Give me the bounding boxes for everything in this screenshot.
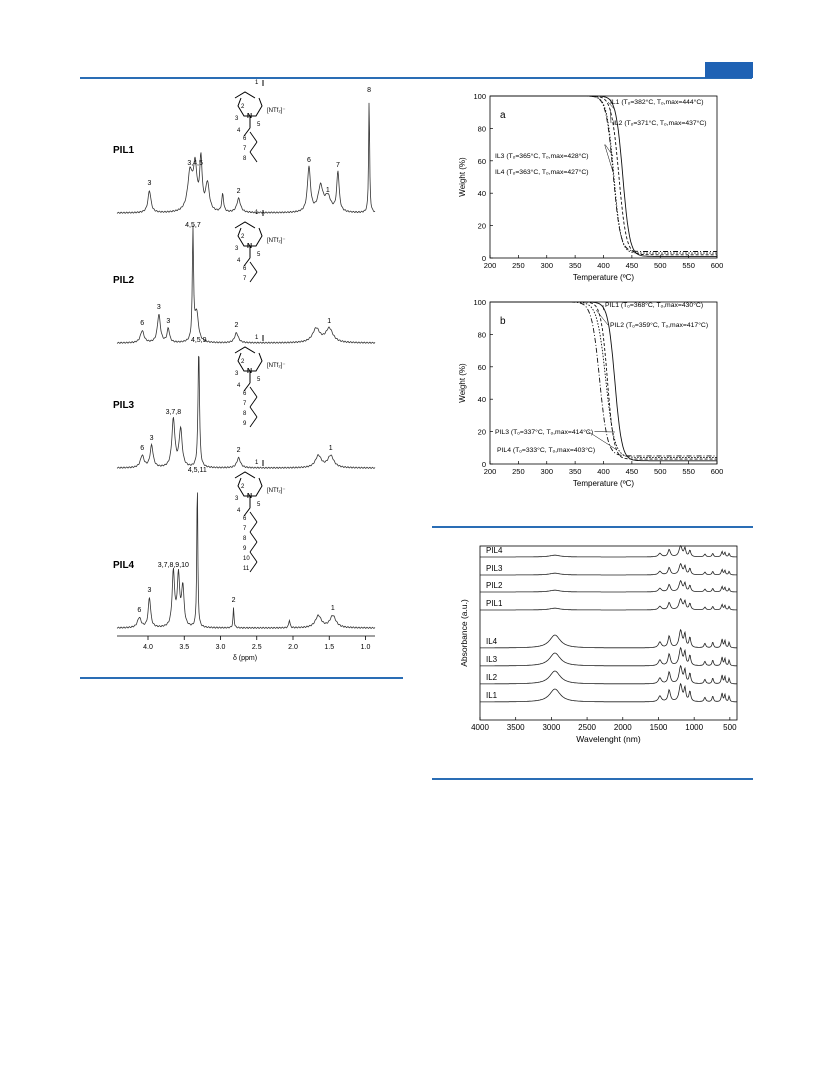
x-tick-label: 550 (682, 467, 695, 476)
structure-chain-bond (250, 272, 257, 282)
structure-nitrogen: N (247, 493, 253, 500)
structure-chain-bond (250, 562, 257, 572)
y-tick-label: 40 (477, 395, 486, 405)
nmr-caption-rule (80, 677, 403, 679)
series-label-pil1: PIL1 (486, 599, 503, 608)
x-tick-label: 600 (710, 467, 724, 476)
nmr-panel-label: PIL2 (113, 275, 135, 286)
panel-letter: b (500, 316, 506, 327)
x-tick-label: 400 (597, 261, 610, 270)
nmr-peak-label: 6 (140, 320, 145, 327)
x-tick-label: 550 (682, 261, 695, 270)
series-label-il1: IL1 (486, 691, 498, 700)
y-tick-label: 100 (473, 92, 486, 101)
nmr-x-axis (117, 636, 375, 662)
series-label-il3: IL3 (Tₒ=365°C, Tₒ,max=428°C) (495, 153, 589, 160)
nmr-peak-label: 2 (236, 447, 241, 454)
nmr-peak-label: 1 (330, 605, 335, 612)
structure-atom-label: 8 (243, 411, 247, 417)
x-tick-label: 450 (625, 261, 639, 270)
nmr-tick-label: 1.5 (324, 644, 335, 651)
x-tick-label: 4000 (471, 723, 489, 732)
structure-atom-label: 5 (257, 377, 261, 383)
nmr-spectra-figure (85, 80, 405, 668)
structure-atom-label: 3 (235, 371, 239, 377)
x-tick-label: 2500 (578, 723, 596, 732)
structure-atom-label: 6 (243, 266, 247, 272)
x-tick-label: 300 (540, 261, 554, 270)
nmr-peak-label: 7 (335, 162, 340, 169)
nmr-tick-label: 2.0 (288, 644, 298, 651)
y-axis-title: Weight (%) (458, 157, 467, 197)
y-tick-label: 0 (481, 460, 486, 469)
structure-chain-bond (250, 397, 257, 407)
series-label-pil3: PIL3 (486, 564, 503, 573)
structure-atom-label: 1 (255, 335, 259, 341)
series-label-il2: IL2 (486, 673, 498, 682)
structure-chain-bond (250, 262, 257, 272)
nmr-tick-label: 4.0 (143, 644, 153, 651)
y-tick-label: 60 (477, 156, 486, 166)
structure-chain-bond (250, 552, 257, 562)
nmr-peak-label: 1 (325, 187, 330, 194)
structure-atom-label: 1 (255, 80, 259, 86)
nmr-peak-label: 6 (140, 445, 145, 452)
structure-atom-label: 4 (237, 383, 241, 389)
spectrum-pil3 (480, 564, 737, 575)
x-axis-title: Wavelenght (nm) (576, 734, 641, 744)
spectrum-pil1 (480, 599, 737, 610)
x-tick-label: 600 (710, 261, 724, 270)
series-label-il2: IL2 (Tₒ=371°C, Tₒ,max=437°C) (613, 120, 707, 127)
structure-chain-bond (250, 132, 257, 142)
series-label-il4: IL4 (Tₒ=363°C, Tₒ,max=427°C) (495, 169, 589, 176)
structure-nitrogen: N (247, 113, 253, 120)
nmr-peak-label: 4,5,7 (185, 222, 201, 229)
structure-atom-label: 6 (243, 516, 247, 522)
x-axis-title: Temperature (ºC) (572, 273, 635, 282)
structure-atom-label: 2 (241, 104, 245, 110)
structure-atom-label: 7 (243, 401, 247, 407)
nmr-panel-pil3 (113, 335, 375, 468)
x-tick-label: 3500 (506, 723, 525, 732)
spectrum-il2 (480, 666, 737, 684)
structure-atom-label: 11 (243, 566, 250, 572)
chemical-structure (235, 335, 286, 427)
structure-atom-label: 2 (241, 234, 245, 240)
nmr-peak-label: 2 (236, 188, 241, 195)
structure-atom-label: 10 (243, 556, 250, 562)
header-rule (80, 77, 752, 79)
tga-chart-a (455, 88, 730, 293)
structure-chain-bond (250, 407, 257, 417)
nmr-peak-label: 3 (166, 318, 171, 325)
series-label-pil2: PIL2 (486, 581, 503, 590)
series-label-pointer (603, 305, 604, 310)
structure-atom-label: 7 (243, 146, 247, 152)
nmr-peak-label: 3,4,5 (187, 160, 203, 167)
x-tick-label: 450 (625, 467, 639, 476)
y-axis-title: Weight (%) (458, 363, 467, 403)
spectrum-il3 (480, 648, 737, 666)
structure-atom-label: 8 (243, 536, 247, 542)
y-tick-label: 40 (477, 189, 486, 199)
series-label-il3: IL3 (486, 655, 498, 664)
nmr-peak-label: 3 (147, 180, 152, 187)
structure-atom-label: 6 (243, 391, 247, 397)
structure-chain-bond (250, 387, 257, 397)
x-tick-label: 400 (597, 467, 610, 476)
chemical-structure (235, 460, 286, 572)
header-accent-block (705, 62, 753, 78)
ftir-caption-rule (432, 778, 753, 780)
nmr-panel-label: PIL4 (113, 560, 135, 571)
series-label-pil4: PIL4 (Tₒ=333°C, Tₒ,max=403°C) (497, 447, 596, 454)
nmr-peak-label: 1 (328, 445, 333, 452)
structure-atom-label: 5 (257, 502, 261, 508)
structure-anion: [NTf₂]⁻ (267, 238, 286, 244)
structure-anion: [NTf₂]⁻ (267, 108, 286, 114)
spectrum-pil2 (480, 581, 737, 592)
structure-nitrogen: N (247, 243, 253, 250)
series-label-il4: IL4 (486, 637, 498, 646)
nmr-peak-label: 4,5,11 (187, 467, 207, 474)
spectrum-pil4 (480, 546, 737, 557)
structure-chain-bond (250, 512, 257, 522)
nmr-peak-label: 6 (306, 157, 311, 164)
x-axis-title: Temperature (ºC) (572, 479, 635, 488)
x-tick-label: 200 (483, 261, 497, 270)
structure-atom-label: 5 (257, 122, 261, 128)
structure-chain-bond (250, 417, 257, 427)
y-tick-label: 100 (473, 298, 486, 307)
structure-atom-label: 5 (257, 252, 261, 258)
nmr-panel-pil1 (113, 80, 375, 213)
series-label-pil3: PIL3 (Tₒ=337°C, Tₒ,max=414°C) (495, 429, 594, 436)
series-label-pointer (610, 109, 611, 123)
structure-atom-label: 2 (241, 359, 245, 365)
tga-chart-b (455, 294, 730, 504)
structure-atom-label: 1 (255, 210, 259, 216)
structure-nitrogen: N (247, 368, 253, 375)
x-tick-label: 1000 (685, 723, 704, 732)
chemical-structure (235, 80, 286, 162)
structure-atom-label: 7 (243, 276, 247, 282)
structure-atom-label: 8 (243, 156, 247, 162)
x-tick-label: 300 (540, 467, 554, 476)
nmr-panel-pil2 (113, 210, 375, 343)
ftir-chart (455, 538, 745, 753)
series-label-pil1: PIL1 (Tₒ=368°C, Tₒ,max=430°C) (605, 302, 704, 309)
chemical-structure (235, 210, 286, 282)
nmr-peak-label: 3,7,8,9,10 (157, 562, 189, 569)
structure-atom-label: 4 (237, 508, 241, 514)
structure-atom-label: 9 (243, 421, 247, 427)
structure-atom-label: 6 (243, 136, 247, 142)
y-axis-title: Absorbance (a.u.) (459, 599, 469, 667)
nmr-peak-label: 3 (156, 304, 161, 311)
structure-atom-label: 3 (235, 496, 239, 502)
y-tick-label: 0 (481, 254, 486, 263)
structure-atom-label: 4 (237, 128, 241, 134)
nmr-peak-label: 2 (234, 322, 239, 329)
structure-chain-bond (250, 522, 257, 532)
structure-atom-label: 1 (255, 460, 259, 466)
spectrum-il4 (480, 630, 737, 648)
nmr-tick-label: 3.5 (179, 644, 190, 651)
nmr-spectrum-line (117, 225, 375, 343)
nmr-peak-label: 8 (367, 87, 372, 94)
nmr-tick-label: 3.0 (215, 644, 226, 651)
panel-letter: a (500, 110, 506, 121)
plot-frame (480, 546, 737, 720)
structure-chain-bond (250, 142, 257, 152)
structure-anion: [NTf₂]⁻ (267, 488, 286, 494)
structure-atom-label: 2 (241, 484, 245, 490)
series-label-pil2: PIL2 (Tₒ=359°C, Tₒ,max=417°C) (610, 322, 709, 329)
nmr-peak-label: 3 (147, 587, 152, 594)
structure-chain-bond (250, 152, 257, 162)
nmr-tick-label: 2.5 (251, 644, 262, 651)
series-label-pil4: PIL4 (486, 546, 503, 555)
x-tick-label: 1500 (649, 723, 668, 732)
x-tick-label: 500 (653, 261, 667, 270)
spectrum-il1 (480, 684, 737, 702)
structure-anion: [NTf₂]⁻ (267, 363, 286, 369)
y-tick-label: 60 (477, 362, 486, 372)
structure-atom-label: 7 (243, 526, 247, 532)
y-tick-label: 20 (477, 427, 486, 437)
x-tick-label: 200 (483, 467, 497, 476)
nmr-peak-label: 2 (231, 597, 236, 604)
structure-chain-bond (250, 532, 257, 542)
nmr-panel-label: PIL1 (113, 145, 135, 156)
y-tick-label: 80 (477, 330, 486, 340)
y-tick-label: 20 (477, 221, 486, 231)
nmr-peak-label: 4,5,9 (190, 337, 207, 344)
y-tick-label: 80 (477, 124, 486, 134)
nmr-tick-label: 1.0 (360, 644, 371, 651)
x-tick-label: 2000 (613, 723, 632, 732)
x-tick-label: 250 (512, 467, 525, 476)
structure-atom-label: 3 (235, 116, 239, 122)
nmr-peak-label: 3 (149, 435, 154, 442)
structure-atom-label: 9 (243, 546, 247, 552)
structure-chain-bond (250, 542, 257, 552)
structure-atom-label: 4 (237, 258, 241, 264)
series-label-il1: IL1 (Tₒ=382°C, Tₒ,max=444°C) (610, 99, 704, 106)
x-tick-label: 350 (568, 261, 582, 270)
nmr-panel-pil4 (113, 460, 375, 628)
nmr-peak-label: 6 (137, 607, 142, 614)
x-tick-label: 3000 (542, 723, 561, 732)
tga-caption-rule (432, 526, 753, 528)
nmr-axis-title: δ (ppm) (232, 655, 258, 662)
x-tick-label: 500 (723, 723, 737, 732)
x-tick-label: 350 (568, 467, 582, 476)
nmr-peak-label: 1 (327, 318, 332, 325)
structure-atom-label: 3 (235, 246, 239, 252)
nmr-peak-label: 3,7,8 (165, 409, 182, 416)
x-tick-label: 250 (512, 261, 525, 270)
x-tick-label: 500 (653, 467, 667, 476)
series-label-pointer (596, 310, 608, 325)
nmr-panel-label: PIL3 (113, 400, 135, 411)
